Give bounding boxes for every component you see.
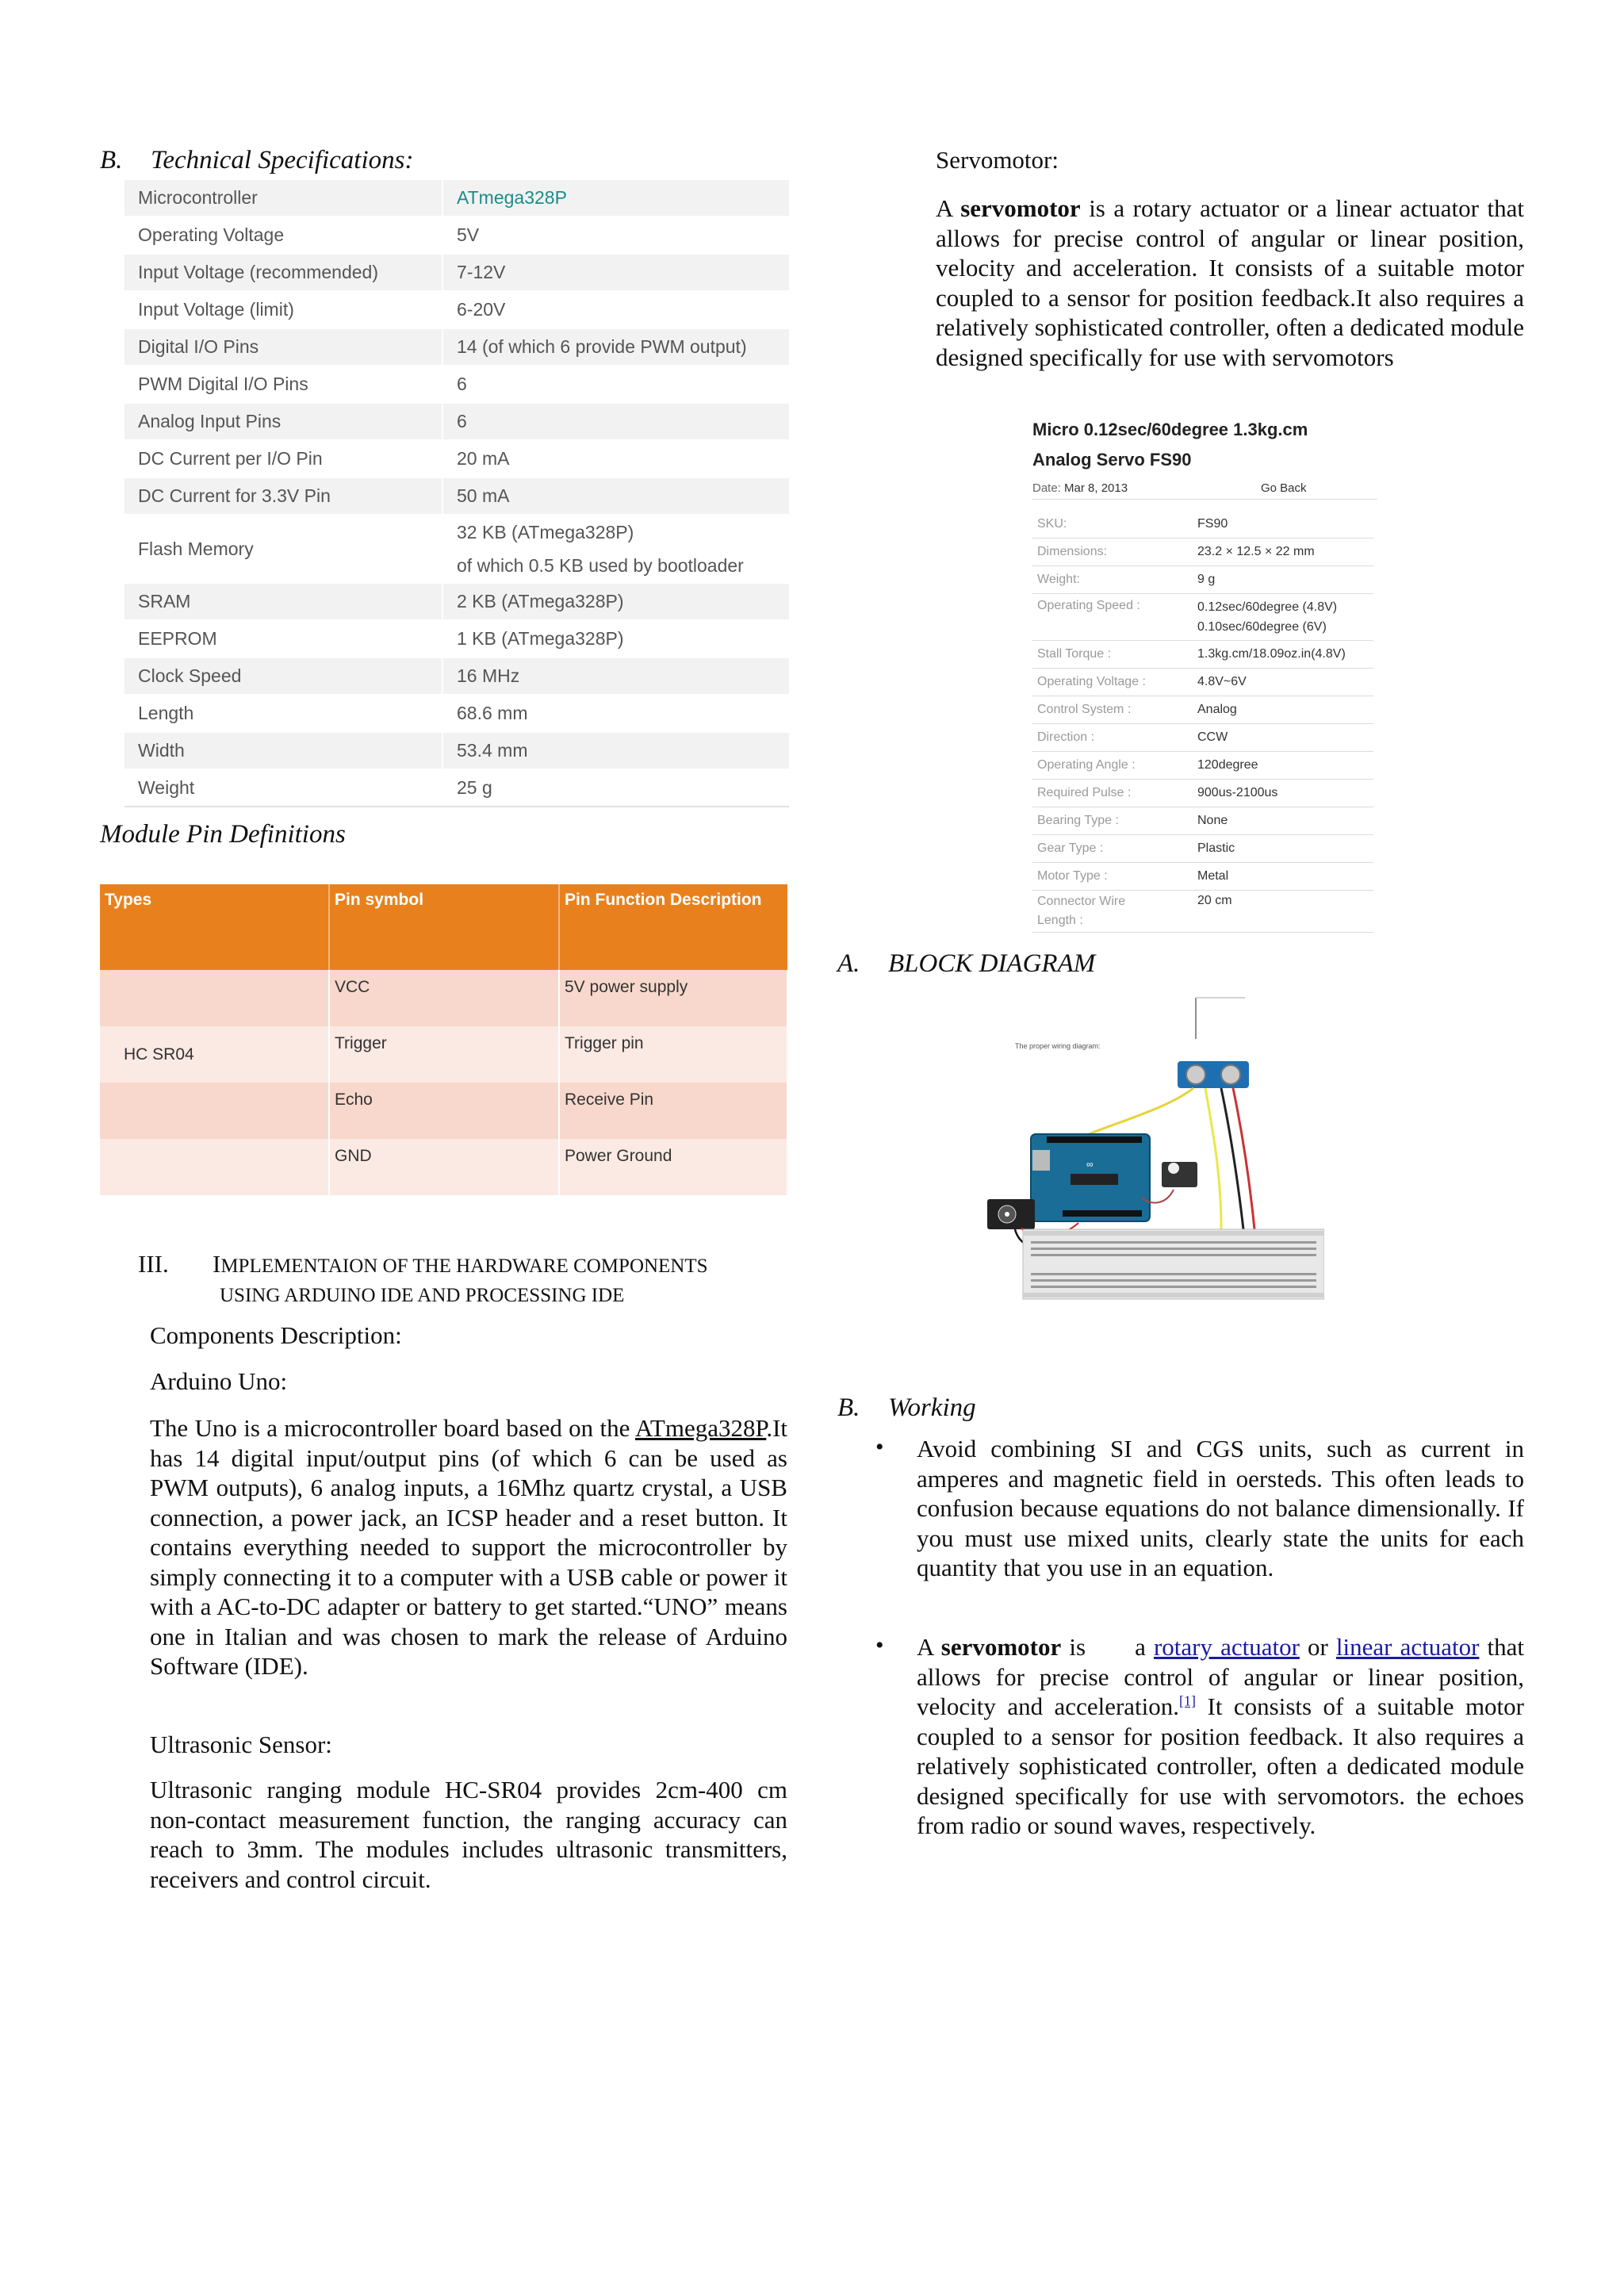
spec-value: 50 mA bbox=[442, 477, 789, 515]
pin-description: Trigger pin bbox=[559, 1026, 787, 1083]
table-row: Operating Angle : 120degree bbox=[1032, 752, 1373, 780]
components-description-heading: Components Description: bbox=[150, 1321, 402, 1349]
table-row bbox=[124, 403, 789, 440]
column-header: Types bbox=[100, 884, 329, 970]
table-row bbox=[124, 180, 789, 217]
column-header: Pin Function Description bbox=[559, 884, 787, 970]
ultrasonic-heading: Ultrasonic Sensor: bbox=[150, 1731, 332, 1758]
bullet-icon: • bbox=[875, 1632, 884, 1658]
pin-description: Power Ground bbox=[559, 1139, 787, 1195]
table-row: Weight: 9 g bbox=[1032, 566, 1373, 594]
servo-spec-table bbox=[1032, 511, 1373, 933]
spec-key: Clock Speed bbox=[124, 657, 442, 695]
pin-symbol: VCC bbox=[329, 970, 559, 1026]
table-row: Operating Voltage : 4.8V~6V bbox=[1032, 669, 1373, 696]
table-row bbox=[100, 970, 787, 1026]
block-diagram-heading: A. BLOCK DIAGRAM bbox=[837, 949, 1096, 978]
spec-key: Input Voltage (limit) bbox=[124, 291, 442, 328]
spec-value: ATmega328P bbox=[442, 180, 789, 217]
spec-key: DC Current for 3.3V Pin bbox=[124, 477, 442, 515]
section-number: III. bbox=[138, 1250, 169, 1278]
arduino-heading: Arduino Uno: bbox=[150, 1367, 288, 1395]
table-row: SKU: FS90 bbox=[1032, 511, 1373, 539]
table-row bbox=[124, 769, 789, 807]
table-row bbox=[124, 583, 789, 620]
pin-symbol: Trigger bbox=[329, 1026, 559, 1083]
servo-sheet-title: Micro 0.12sec/60degree 1.3kg.cm bbox=[1032, 420, 1308, 439]
wire bbox=[1205, 1088, 1221, 1229]
ultrasonic-paragraph: Ultrasonic ranging module HC-SR04 provides 2cm-400 cm non-contact measurement function, the ranging accuracy can reach to 3mm. The modules includes ultrasonic transmitters, receivers and control circuit. bbox=[150, 1776, 787, 1893]
table-row: Motor Type : Metal bbox=[1032, 863, 1373, 891]
table-row bbox=[124, 477, 789, 515]
table-row: Operating Speed : 0.12sec/60degree (4.8V) 0.10sec/60degree (6V) bbox=[1032, 594, 1373, 641]
servomotor-paragraph: A servomotor is a rotary actuator or a linear actuator that allows for precise control of angular or linear position, velocity and acceleration. It consists of a suitable motor coupled to a sensor for position feedback.It also requires a relatively sophisticated controller, often a dedicated module designed specifically for use with servomotors bbox=[936, 194, 1524, 371]
pin-defs-table bbox=[100, 884, 788, 1195]
arduino-paragraph: The Uno is a microcontroller board based on the ATmega328P.It has 14 digital input/output pins (of which 6 can be used as PWM outputs), 6 analog inputs, a 16Mhz quartz crystal, a USB connection, a power jack, an ICSP header and a reset button. It contains everything needed to support the microcontroller by simply connecting it to a computer with a USB cable or power it with a AC-to-DC adapter or battery to get started.“UNO” means one in Italian and was chosen to mark the release of Arduino Software (IDE). bbox=[150, 1414, 787, 1680]
arduino-board-graphic bbox=[1031, 1134, 1150, 1221]
pin-symbol: GND bbox=[329, 1139, 559, 1195]
table-row bbox=[124, 254, 789, 291]
spec-value: 14 (of which 6 provide PWM output) bbox=[442, 328, 789, 366]
pin-type: HC SR04 bbox=[100, 1026, 329, 1083]
table-row: Stall Torque : 1.3kg.cm/18.09oz.in(4.8V) bbox=[1032, 641, 1373, 669]
table-row bbox=[124, 515, 789, 583]
working-heading: B. Working bbox=[837, 1393, 976, 1422]
working-bullet-2: A servomotor is a rotary actuator or linear actuator that allows for precise control of angular or linear position, velocity and acceleration.[1] It consists of a suitable motor coupled to a sensor for position feedback. It also requires a relatively sophisticated controller, often a dedicated module designed specifically for use with servomotors. the echoes from radio or sound waves, respectively. bbox=[917, 1633, 1524, 1839]
table-row bbox=[124, 657, 789, 695]
bullet-icon: • bbox=[875, 1434, 884, 1460]
table-row bbox=[100, 1026, 787, 1083]
table-row: Direction : CCW bbox=[1032, 724, 1373, 752]
working-bullet-1: Avoid combining SI and CGS units, such as current in amperes and magnetic field in oersteds. This often leads to confusion because equations do not balance dimensionally. If you must use mixed units, clearly state the units for each quantity that you use in an equation. bbox=[917, 1435, 1524, 1581]
spec-key: EEPROM bbox=[124, 620, 442, 657]
arduino-logo-icon: ∞ bbox=[1086, 1159, 1094, 1170]
table-header-row bbox=[100, 884, 787, 970]
spec-key: Digital I/O Pins bbox=[124, 328, 442, 366]
table-row bbox=[124, 217, 789, 254]
spec-key: Weight bbox=[124, 769, 442, 807]
table-row: Dimensions: 23.2 × 12.5 × 22 mm bbox=[1032, 539, 1373, 566]
table-row bbox=[124, 620, 789, 657]
tech-spec-heading: B. Technical Specifications: bbox=[100, 146, 414, 174]
atmega-link[interactable]: ATmega328P bbox=[634, 1414, 767, 1442]
spec-value: 16 MHz bbox=[442, 657, 789, 695]
servo-sheet-subtitle: Analog Servo FS90 bbox=[1032, 450, 1192, 470]
buzzer-graphic bbox=[987, 1199, 1035, 1229]
spec-key: Input Voltage (recommended) bbox=[124, 254, 442, 291]
spec-key: Width bbox=[124, 732, 442, 769]
table-row bbox=[124, 440, 789, 477]
ultrasonic-sensor-graphic bbox=[1178, 1061, 1249, 1088]
spec-value: 68.6 mm bbox=[442, 695, 789, 732]
spec-value: 6-20V bbox=[442, 291, 789, 328]
spec-key: Analog Input Pins bbox=[124, 403, 442, 440]
spec-value: 2 KB (ATmega328P) bbox=[442, 583, 789, 620]
pin-symbol: Echo bbox=[329, 1083, 559, 1139]
table-row bbox=[124, 366, 789, 403]
wire bbox=[1233, 1088, 1254, 1229]
spec-key: SRAM bbox=[124, 583, 442, 620]
spec-value: 25 g bbox=[442, 769, 789, 807]
pin-description: Receive Pin bbox=[559, 1083, 787, 1139]
section-title-line2: USING ARDUINO IDE AND PROCESSING IDE bbox=[220, 1285, 625, 1306]
table-row bbox=[124, 732, 789, 769]
pin-description: 5V power supply bbox=[559, 970, 787, 1026]
spec-value: 32 KB (ATmega328P) of which 0.5 KB used by bootloader bbox=[442, 515, 789, 583]
spec-value: 6 bbox=[442, 403, 789, 440]
table-row: Control System : Analog bbox=[1032, 696, 1373, 724]
servo-sheet-date-row: Date: Mar 8, 2013 Go Back bbox=[1032, 481, 1377, 500]
wire bbox=[1221, 1088, 1243, 1229]
table-row bbox=[124, 328, 789, 366]
spec-value: 20 mA bbox=[442, 440, 789, 477]
column-header: Pin symbol bbox=[329, 884, 559, 970]
pin-defs-heading: Module Pin Definitions bbox=[100, 820, 346, 849]
servomotor-heading: Servomotor: bbox=[936, 146, 1059, 174]
table-row bbox=[100, 1139, 787, 1195]
wiring-diagram bbox=[983, 991, 1324, 1309]
spec-key: Flash Memory bbox=[124, 515, 442, 583]
section-title-line1: IMPLEMENTAION OF THE HARDWARE COMPONENTS bbox=[213, 1250, 708, 1278]
table-row: Gear Type : Plastic bbox=[1032, 835, 1373, 863]
diagram-caption: The proper wiring diagram: bbox=[1015, 1042, 1101, 1050]
table-row bbox=[124, 695, 789, 732]
reference-link[interactable]: [1] bbox=[1179, 1692, 1197, 1709]
linear-actuator-link[interactable]: linear actuator bbox=[1335, 1633, 1480, 1661]
spec-key: Length bbox=[124, 695, 442, 732]
spec-value: 1 KB (ATmega328P) bbox=[442, 620, 789, 657]
spec-value: 6 bbox=[442, 366, 789, 403]
servo-datasheet-image bbox=[1032, 416, 1377, 927]
table-row bbox=[100, 1083, 787, 1139]
table-row bbox=[124, 291, 789, 328]
table-row: Connector Wire Length : 20 cm bbox=[1032, 891, 1373, 933]
table-row: Required Pulse : 900us-2100us bbox=[1032, 780, 1373, 807]
servo-graphic bbox=[1162, 1162, 1197, 1187]
spec-table bbox=[124, 180, 789, 807]
go-back-link[interactable]: Go Back bbox=[1261, 481, 1307, 495]
table-row: Bearing Type : None bbox=[1032, 807, 1373, 835]
breadboard-graphic bbox=[1023, 1229, 1324, 1299]
rotary-actuator-link[interactable]: rotary actuator bbox=[1153, 1633, 1300, 1661]
spec-key: PWM Digital I/O Pins bbox=[124, 366, 442, 403]
spec-value: 7-12V bbox=[442, 254, 789, 291]
spec-value: 53.4 mm bbox=[442, 732, 789, 769]
spec-key: Microcontroller bbox=[124, 180, 442, 217]
spec-value: 5V bbox=[442, 217, 789, 254]
spec-key: Operating Voltage bbox=[124, 217, 442, 254]
spec-key: DC Current per I/O Pin bbox=[124, 440, 442, 477]
